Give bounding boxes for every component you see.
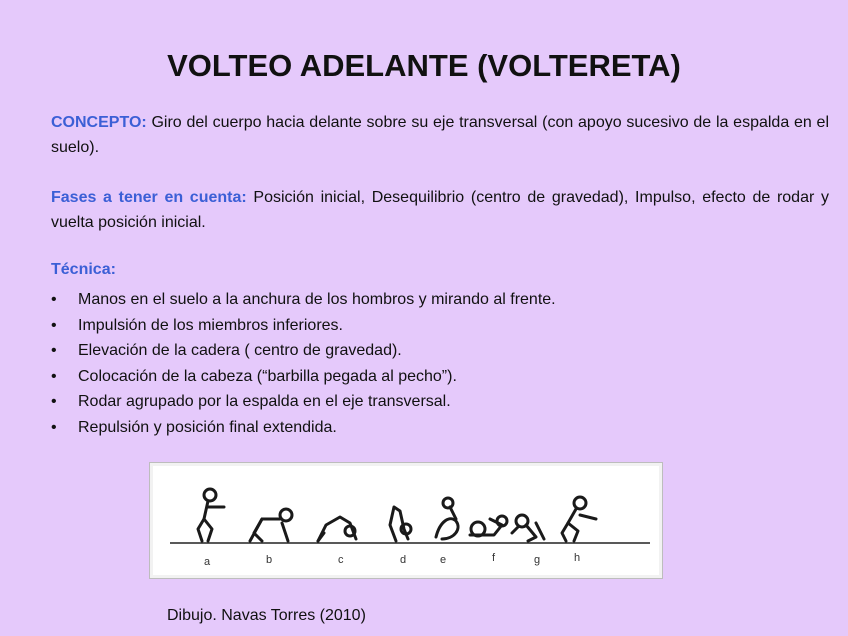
figure-pose-h [562, 497, 596, 541]
figure-pose-a [198, 489, 224, 541]
list-item: • Colocación de la cabeza (“barbilla pegada al pecho”). [51, 364, 556, 390]
concept-text: Giro del cuerpo hacia delante sobre su eje transversal (con apoyo sucesivo de la espalda en el suelo). [51, 114, 829, 156]
pose-letter-e: e [440, 554, 447, 566]
figure-pose-d [390, 507, 411, 541]
figure-caption: Dibujo. Navas Torres (2010) [167, 607, 366, 624]
figure-pose-b [250, 509, 292, 541]
slide-title: VOLTEO ADELANTE (VOLTERETA) [167, 48, 681, 83]
pose-letter-a: a [204, 556, 211, 568]
somersault-sequence-illustration [150, 463, 662, 578]
pose-letter-c: c [338, 554, 344, 566]
concept-paragraph [51, 110, 829, 160]
pose-letter-d: d [400, 554, 407, 566]
pose-letter-h: h [574, 552, 581, 564]
phases-text: Posición inicial, Desequilibrio (centro de gravedad), Impulso, efecto de rodar y vuelta posición inicial. [51, 189, 829, 231]
list-item: • Elevación de la cadera ( centro de gravedad). [51, 338, 556, 364]
technique-label: Técnica: [51, 261, 116, 278]
pose-letter-f: f [492, 552, 496, 564]
list-item: • Rodar agrupado por la espalda en el eje transversal. [51, 389, 556, 415]
phases-paragraph [51, 185, 829, 235]
pose-letter-g: g [534, 554, 541, 566]
list-item: • Manos en el suelo a la anchura de los hombros y mirando al frente. [51, 287, 556, 313]
phases-label: Fases a tener en cuenta: [51, 189, 247, 206]
pose-letter-b: b [266, 554, 273, 566]
list-item: • Repulsión y posición final extendida. [51, 415, 556, 441]
figure-pose-c [318, 517, 356, 541]
figure-pose-f [470, 516, 507, 536]
list-item: • Impulsión de los miembros inferiores. [51, 313, 556, 339]
figure-pose-g [512, 515, 544, 541]
figure-pose-e [436, 498, 458, 539]
somersault-drawing [149, 462, 663, 579]
technique-list [51, 287, 556, 440]
concept-label: CONCEPTO: [51, 114, 147, 131]
